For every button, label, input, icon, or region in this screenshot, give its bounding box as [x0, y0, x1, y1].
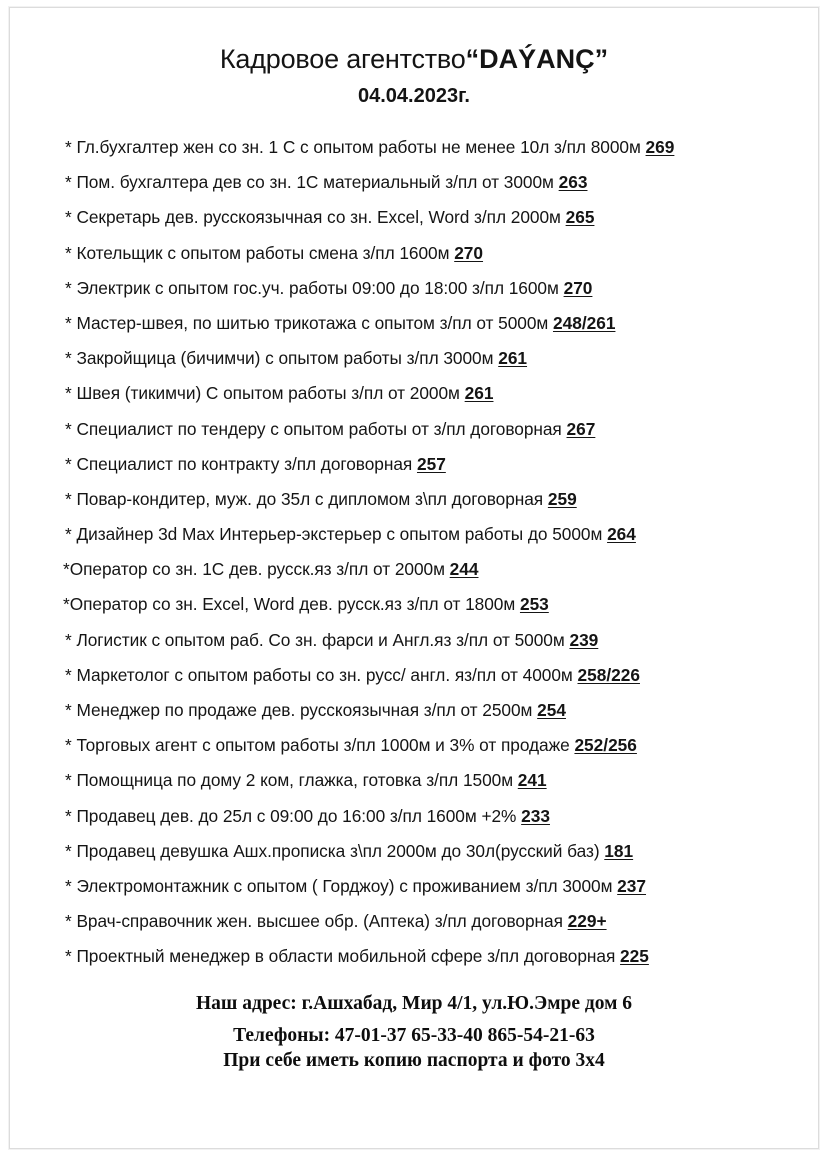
listing-code: 244 — [449, 559, 479, 580]
footer-note: При себе иметь копию паспорта и фото 3х4 — [223, 1050, 605, 1072]
listing-description: Повар-кондитер, муж. до 35л с дипломом з\пл договорная — [76, 488, 548, 509]
listing-bullet: * — [65, 770, 77, 791]
listing-code: 233 — [521, 805, 550, 826]
listing-row — [65, 735, 798, 755]
listing-bullet: * — [65, 735, 77, 756]
listing-row — [65, 137, 798, 157]
listing-code: 181 — [604, 840, 634, 861]
listing-row — [65, 700, 798, 720]
listing-bullet: * — [65, 700, 77, 720]
listing-description: Электромонтажник с опытом ( Горджоу) с проживанием з/пл 3000м — [76, 875, 618, 896]
listing-bullet: * — [65, 805, 77, 826]
listing-description: Секретарь дев. русскоязычная со зн. Excel, Word з/пл 2000м — [76, 207, 566, 228]
listing-description: Швея (тикимчи) С опытом работы з/пл от 2000м — [76, 383, 465, 404]
listing-bullet: * — [65, 840, 77, 861]
listing-code: 248/261 — [552, 312, 616, 333]
listing-description: Менеджер по продаже дев. русскоязычная з/пл от 2500м — [76, 700, 538, 720]
listing-row — [65, 454, 798, 474]
listing-description: Врач-справочник жен. высшее обр. (Аптека) з/пл договорная — [76, 911, 568, 932]
listing-row — [65, 489, 798, 509]
listing-row — [65, 524, 798, 544]
listing-bullet: * — [65, 207, 77, 228]
listing-row — [65, 313, 798, 333]
listing-code: 258/226 — [577, 664, 640, 685]
listing-description: Оператор со зн. 1С дев. русск.яз з/пл от 2000м — [69, 559, 450, 580]
listing-row — [65, 419, 798, 439]
listing-description: Логистик с опытом раб. Со зн. фарси и Англ.яз з/пл от 5000м — [76, 629, 570, 650]
listing-code: 270 — [563, 277, 593, 298]
listing-description: Торговых агент с опытом работы з/пл 1000м и 3% от продаже — [76, 735, 575, 756]
listing-row — [65, 630, 798, 650]
listing-description: Дизайнер 3d Max Интерьер-экстерьер с опытом работы до 5000м — [76, 524, 608, 545]
listing-description: Пом. бухгалтера дев со зн. 1С материальный з/пл от 3000м — [76, 172, 559, 193]
listing-description: Продавец девушка Ашх.прописка з\пл 2000м до 30л(русский баз) — [76, 840, 605, 861]
listing-code: 259 — [547, 488, 577, 509]
listing-row — [65, 665, 798, 685]
listing-description: Специалист по контракту з/пл договорная — [76, 453, 417, 474]
listing-row — [65, 348, 798, 368]
document-footer — [10, 991, 818, 1073]
listing-bullet: * — [65, 946, 77, 967]
listing-code: 225 — [620, 946, 649, 967]
listing-description: Проектный менеджер в области мобильной сфере з/пл договорная — [76, 946, 621, 967]
listing-bullet: * — [65, 524, 77, 545]
listing-bullet: * — [65, 172, 77, 193]
listing-row — [65, 946, 798, 966]
listing-code: 269 — [645, 137, 675, 157]
listing-code: 270 — [454, 242, 484, 263]
listing-code: 241 — [517, 770, 547, 791]
document-page — [9, 7, 819, 1149]
listing-bullet: * — [65, 911, 77, 932]
listing-bullet: * — [65, 453, 77, 474]
listing-row — [65, 806, 798, 826]
listing-code: 264 — [607, 524, 636, 545]
listing-code: 254 — [537, 700, 566, 720]
footer-address: Наш адрес: г.Ашхабад, Мир 4/1, ул.Ю.Эмре дом 6 — [195, 993, 633, 1015]
listing-bullet: * — [65, 629, 77, 650]
listing-code: 261 — [464, 383, 494, 404]
listing-row — [65, 383, 798, 403]
listing-bullet: * — [65, 488, 77, 509]
footer-phones: Телефоны: 47-01-37 65-33-40 865-54-21-63 — [233, 1025, 595, 1047]
listing-bullet: * — [65, 383, 77, 404]
listing-code: 239 — [569, 629, 599, 650]
page-title — [10, 42, 818, 76]
listing-bullet: * — [65, 418, 77, 439]
listing-bullet: * — [65, 242, 77, 263]
listing-code: 261 — [498, 348, 528, 369]
listing-row — [65, 841, 798, 861]
listing-description: Продавец дев. до 25л с 09:00 до 16:00 з/пл 1600м +2% — [76, 805, 522, 826]
listing-row — [65, 278, 798, 298]
agency-label: Кадровое агентство — [219, 44, 466, 74]
listing-description: Оператор со зн. Excel, Word дев. русск.яз з/пл от 1800м — [69, 594, 520, 615]
listing-row — [65, 172, 798, 192]
listing-bullet: * — [65, 348, 77, 369]
listing-code: 237 — [617, 875, 647, 896]
listing-bullet: * — [63, 594, 70, 615]
listing-code: 229+ — [567, 911, 607, 932]
listing-bullet: * — [63, 559, 70, 580]
job-listings — [10, 137, 818, 966]
listing-bullet: * — [65, 137, 77, 157]
listing-code: 267 — [566, 418, 596, 439]
listing-row — [63, 594, 798, 614]
listing-row — [65, 243, 798, 263]
page-content — [10, 8, 818, 1148]
listing-bullet: * — [65, 664, 77, 685]
listing-description: Помощница по дому 2 ком, глажка, готовка з/пл 1500м — [76, 770, 518, 791]
listing-description: Специалист по тендеру с опытом работы от з/пл договорная — [76, 418, 567, 439]
listing-code: 263 — [558, 172, 588, 193]
agency-brand-name: “DAÝANÇ” — [465, 44, 609, 74]
listing-description: Гл.бухгалтер жен со зн. 1 С с опытом работы не менее 10л з/пл 8000м — [76, 137, 646, 157]
listing-description: Мастер-швея, по шитью трикотажа с опытом з/пл от 5000м — [76, 312, 553, 333]
listing-row — [65, 911, 798, 931]
listing-description: Маркетолог с опытом работы со зн. русс/ англ. яз/пл от 4000м — [76, 664, 578, 685]
listing-code: 265 — [565, 207, 595, 228]
listing-row — [63, 559, 798, 579]
listing-code: 253 — [519, 594, 549, 615]
listing-row — [65, 876, 798, 896]
listing-code: 252/256 — [574, 735, 637, 756]
document-header — [10, 8, 818, 109]
listing-bullet: * — [65, 312, 77, 333]
listing-description: Электрик с опытом гос.уч. работы 09:00 до 18:00 з/пл 1600м — [76, 277, 564, 298]
listing-row — [65, 207, 798, 227]
listing-description: Котельщик с опытом работы смена з/пл 1600м — [76, 242, 455, 263]
listing-row — [65, 770, 798, 790]
listing-description: Закройщица (бичимчи) с опытом работы з/пл 3000м — [76, 348, 499, 369]
listing-bullet: * — [65, 277, 77, 298]
listing-code: 257 — [416, 453, 446, 474]
listing-bullet: * — [65, 875, 77, 896]
document-date: 04.04.2023г. — [358, 85, 470, 107]
